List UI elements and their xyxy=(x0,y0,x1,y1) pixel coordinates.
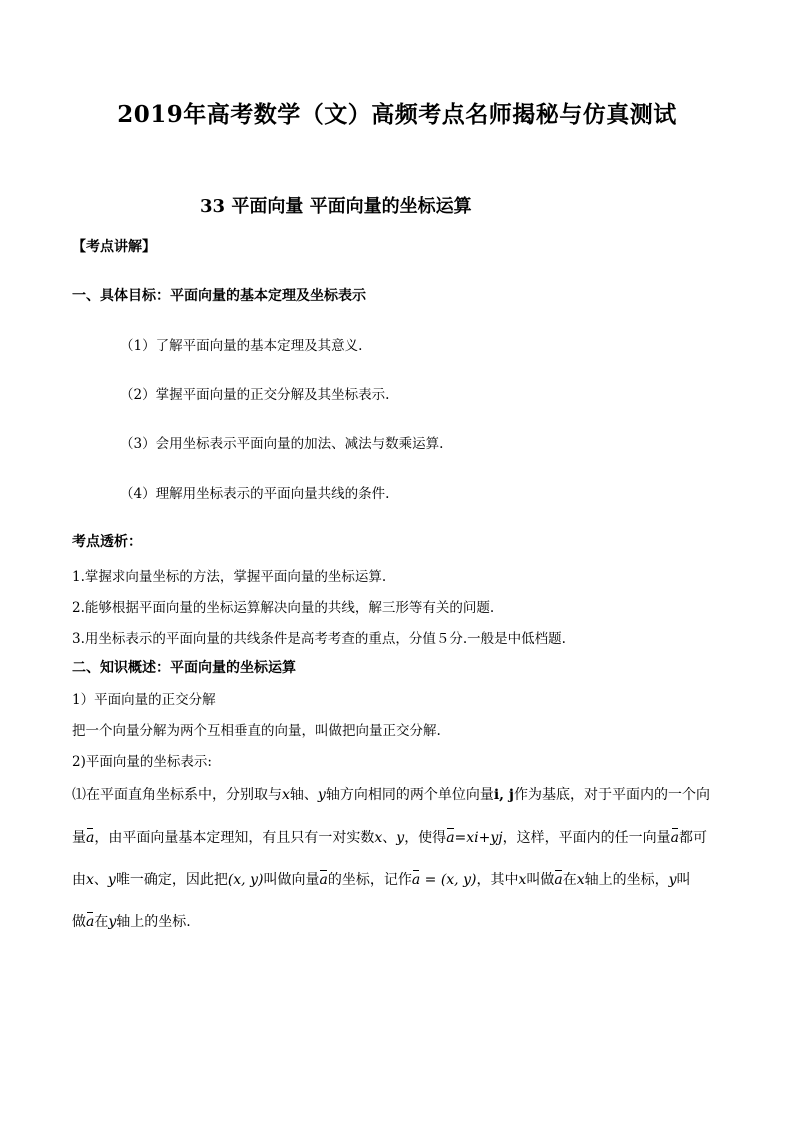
knowledge-text: 把一个向量分解为两个互相垂直的向量，叫做把向量正交分解. xyxy=(72,723,441,739)
paragraph-line xyxy=(72,788,710,802)
text-run: 作为基底，对于平面内的一个向 xyxy=(513,787,710,803)
math-expr: = (x, y) xyxy=(420,872,477,888)
text-run: 、 xyxy=(93,872,108,888)
knowledge-subtitle: 2)平面向量的坐标表示: xyxy=(72,754,212,770)
text-run: ⑴在平面直角坐标系中，分别取与 xyxy=(72,787,282,803)
doc-title: 2019年高考数学（文）高频考点名师揭秘与仿真测试 xyxy=(117,101,677,128)
knowledge-subtitle: 1）平面向量的正交分解 xyxy=(72,692,216,708)
knowledge-heading: 二、知识概述：平面向量的坐标运算 xyxy=(72,660,296,676)
math-var: y xyxy=(108,914,117,930)
text-run: 在 xyxy=(562,872,577,888)
text-run: 量 xyxy=(72,830,86,846)
math-var: x xyxy=(282,787,290,803)
text-run: 轴、 xyxy=(289,787,318,803)
text-run: 的坐标，记作 xyxy=(327,872,412,888)
text-run: ，这样，平面内的任一向量 xyxy=(502,830,671,846)
text-run: 叫做 xyxy=(526,872,555,888)
vector-a: a xyxy=(319,872,328,888)
math-var: x xyxy=(374,830,383,846)
text-run: 都可 xyxy=(679,830,707,846)
vector-a: a xyxy=(670,830,679,846)
math-var: y xyxy=(668,872,677,888)
text-run: 做 xyxy=(72,914,86,930)
math-var: x xyxy=(86,872,94,888)
vector-a: a xyxy=(446,830,455,846)
paragraph-line xyxy=(72,873,691,887)
text-run: ，由平面向量基本定理知，有且只有一对实数 xyxy=(94,830,375,846)
paragraph-line xyxy=(72,915,191,929)
goals-heading: 一、具体目标：平面向量的基本定理及坐标表示 xyxy=(72,288,366,304)
text-run: ，其中 xyxy=(476,872,519,888)
text-run: 轴上的坐标， xyxy=(584,872,669,888)
analysis-item: 3.用坐标表示的平面向量的共线条件是高考考查的重点，分值５分.一般是中低档题. xyxy=(72,631,566,647)
text-run: 轴方向相同的两个单位向量 xyxy=(325,787,494,803)
math-var: y xyxy=(107,872,116,888)
math-var: x xyxy=(576,872,585,888)
text-run: 唯一确定，因此把 xyxy=(115,872,228,888)
math-expr: =xi+yj xyxy=(454,830,503,846)
vector-a: a xyxy=(86,914,95,930)
analysis-heading: 考点透析： xyxy=(72,534,142,550)
section-label: 【考点讲解】 xyxy=(72,239,156,255)
vector-a: a xyxy=(411,872,421,888)
text-run: ，使得 xyxy=(404,830,447,846)
analysis-item: 1.掌握求向量坐标的方法，掌握平面向量的坐标运算. xyxy=(72,569,387,585)
analysis-item: 2.能够根据平面向量的坐标运算解决向量的共线，解三形等有关的问题. xyxy=(72,600,495,616)
vector-a: a xyxy=(554,872,563,888)
math-var: y xyxy=(396,830,405,846)
vector-a: a xyxy=(86,830,95,846)
text-run: 、 xyxy=(382,830,397,846)
goal-item: （1）了解平面向量的基本定理及其意义. xyxy=(120,338,363,354)
math-basis: i, j xyxy=(493,787,514,803)
paragraph-line xyxy=(72,831,707,845)
math-expr: (x, y) xyxy=(227,872,264,888)
math-var: y xyxy=(317,787,326,803)
goal-item: （2）掌握平面向量的正交分解及其坐标表示. xyxy=(120,387,390,403)
text-run: 叫 xyxy=(676,872,691,888)
text-run: 由 xyxy=(72,872,86,888)
goal-item: （3）会用坐标表示平面向量的加法、减法与数乘运算. xyxy=(120,436,444,452)
goal-item: （4）理解用坐标表示的平面向量共线的条件. xyxy=(120,486,390,502)
math-var: x xyxy=(518,872,527,888)
doc-subtitle: 33 平面向量 平面向量的坐标运算 xyxy=(200,196,472,217)
text-run: 轴上的坐标. xyxy=(116,914,191,930)
text-run: 在 xyxy=(94,914,109,930)
text-run: 叫做向量 xyxy=(263,872,320,888)
